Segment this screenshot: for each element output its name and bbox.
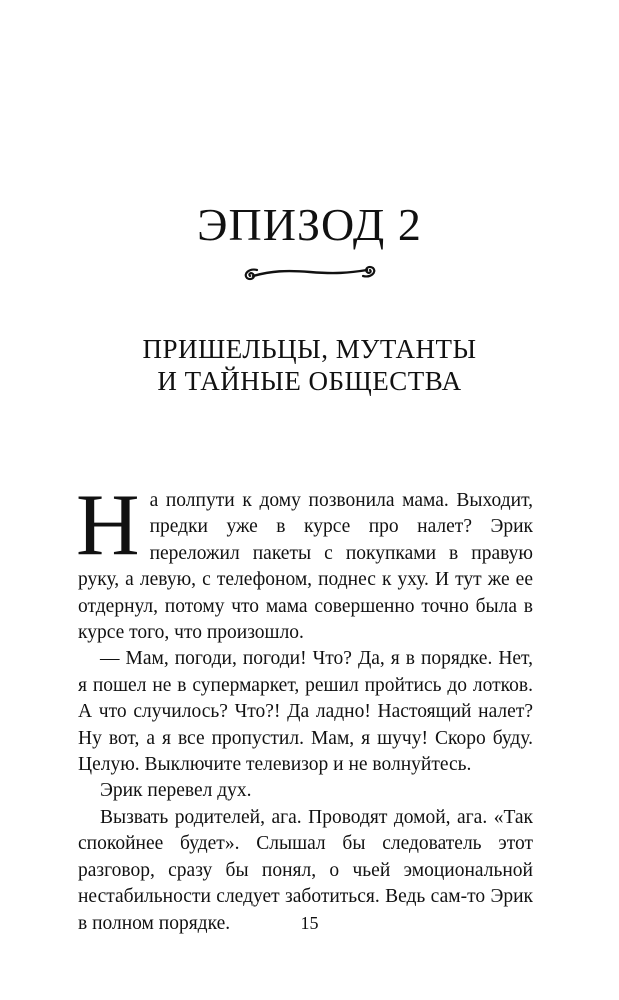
paragraph-1-text: а полпути к дому позвонила мама. Выходит, предки уже в курсе про налет? Эрик переложил пакеты с покупками в правую руку, а левую, с телефоном, поднес к уху. И тут же ее отдернул, потому что мама совершенно точно была в курсе того, что произошло.	[78, 490, 533, 644]
drop-cap: Н	[76, 477, 140, 574]
paragraph-1	[76, 477, 533, 646]
chapter-title-line-1: ПРИШЕЛЬЦЫ, МУТАНТЫ	[142, 334, 477, 364]
paragraph-2: — Мам, погоди, погоди! Что? Да, я в порядке. Нет, я пошел не в супермаркет, решил пройтись до лотков. А что случилось? Что?! Да ладно! Настоящий налет? Ну вот, а я все пропустил. Мам, я шучу! Скоро буду. Целую. Выключите телевизор и не волнуйтесь.	[78, 648, 533, 776]
body-text	[76, 477, 533, 937]
paragraph-3: Эрик перевел дух.	[100, 780, 252, 802]
chapter-title	[0, 333, 619, 397]
paragraph-4: Вызвать родителей, ага. Проводят домой, ага. «Так спокойнее будет». Слышал бы следователь этот разговор, сразу бы понял, о чьей эмоциональной нестабильности следует заботиться. Ведь сам-то Эрик в полном порядке.	[78, 806, 533, 934]
chapter-title-line-2: И ТАЙНЫЕ ОБЩЕСТВА	[157, 366, 462, 396]
page-number: 15	[300, 913, 319, 933]
episode-title: ЭПИЗОД 2	[197, 199, 422, 250]
flourish-ornament-icon	[241, 262, 379, 284]
